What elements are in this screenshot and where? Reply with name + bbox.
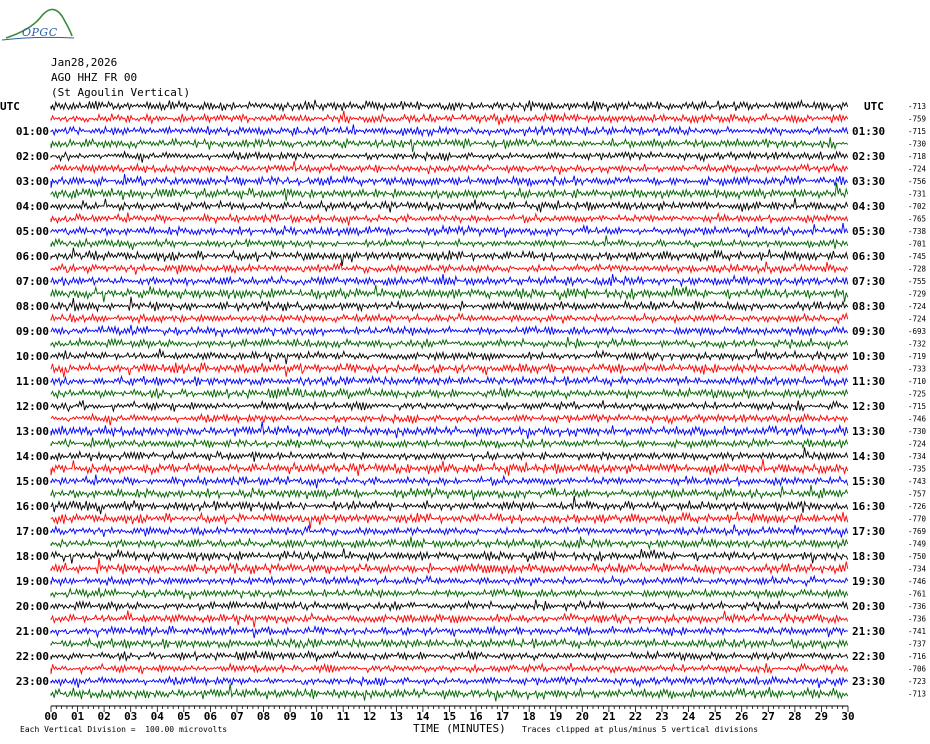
seismic-trace: [51, 248, 848, 266]
hour-label-right: 13:30: [852, 425, 886, 438]
seismic-trace: [51, 325, 848, 337]
hour-label-right: 01:30: [852, 125, 886, 138]
hour-label-left: 12:00: [15, 400, 49, 413]
hour-label-left: 13:00: [15, 425, 49, 438]
seismic-trace: [51, 525, 848, 538]
trace-offset-value: -734: [907, 452, 926, 461]
trace-offset-value: -746: [907, 414, 926, 424]
hour-label-right: 07:30: [852, 275, 886, 288]
x-tick-label: 06: [203, 710, 218, 723]
hour-label-left: 19:00: [15, 575, 49, 588]
trace-offset-value: -718: [907, 152, 926, 161]
trace-offset-value: -765: [907, 214, 926, 224]
station-line: AGO HHZ FR 00: [51, 71, 138, 84]
trace-offset-value: -724: [907, 314, 926, 324]
trace-offset-value: -743: [907, 477, 926, 486]
x-tick-label: 16: [469, 710, 483, 723]
trace-offset-value: -734: [907, 564, 926, 574]
left-axis-title: UTC: [0, 100, 20, 113]
seismic-trace: [51, 422, 848, 439]
seismic-trace: [51, 684, 848, 701]
x-tick-label: 03: [124, 710, 138, 723]
trace-offset-value: -730: [907, 139, 926, 149]
hour-label-right: 15:30: [852, 475, 886, 488]
seismic-trace: [51, 137, 848, 152]
hour-label-left: 20:00: [15, 600, 49, 613]
seismic-trace: [51, 610, 848, 627]
seismic-trace: [51, 638, 848, 648]
hour-label-right: 18:30: [852, 550, 886, 563]
x-tick-label: 28: [788, 710, 802, 723]
seismic-trace: [51, 376, 848, 386]
trace-offset-value: -729: [907, 289, 926, 299]
hour-label-left: 03:00: [15, 175, 49, 188]
hour-label-left: 04:00: [15, 200, 49, 213]
hour-label-left: 15:00: [15, 475, 49, 488]
x-tick-label: 17: [496, 710, 510, 723]
x-tick-label: 20: [575, 710, 589, 723]
seismic-trace: [51, 223, 848, 237]
trace-offset-value: -733: [907, 364, 926, 374]
seismic-trace: [51, 297, 848, 312]
x-tick-label: 26: [735, 710, 749, 723]
x-tick-label: 09: [283, 710, 297, 723]
seismic-trace: [51, 213, 848, 226]
hour-label-right: 17:30: [852, 525, 886, 538]
trace-offset-value: -726: [907, 502, 926, 511]
hour-label-left: 08:00: [15, 300, 49, 313]
hour-label-right: 11:30: [852, 375, 886, 388]
x-tick-label: 19: [549, 710, 563, 723]
x-axis-title: TIME (MINUTES): [413, 722, 506, 735]
trace-offset-value: -706: [907, 664, 926, 674]
hour-label-left: 02:00: [15, 150, 49, 163]
seismic-trace: [51, 363, 848, 378]
seismic-trace: [51, 626, 848, 638]
x-tick-label: 27: [761, 710, 775, 723]
seismic-trace: [51, 512, 848, 529]
trace-offset-value: -769: [907, 527, 926, 536]
seismic-trace: [51, 588, 848, 600]
x-tick-label: 15: [442, 710, 457, 723]
trace-offset-value: -746: [907, 577, 926, 586]
hour-label-right: 12:30: [852, 400, 886, 413]
x-tick-label: 14: [416, 710, 430, 723]
seismic-trace: [51, 537, 848, 549]
footnote-scale: Each Vertical Division = 100.00 microvolts: [20, 725, 228, 734]
hour-label-left: 09:00: [15, 325, 49, 338]
x-tick-label: 02: [97, 710, 111, 723]
trace-offset-value: -749: [907, 539, 926, 549]
seismic-trace: [51, 274, 848, 286]
seismic-trace: [51, 125, 848, 137]
trace-offset-value: -724: [907, 164, 926, 174]
hour-label-left: 01:00: [15, 125, 49, 138]
x-tick-label: 29: [814, 710, 829, 723]
x-tick-label: 30: [841, 710, 855, 723]
hour-label-right: 23:30: [852, 675, 886, 688]
seismic-trace: [51, 650, 848, 660]
seismic-trace: [51, 100, 848, 111]
seismic-trace: [51, 285, 848, 302]
x-tick-label: 00: [44, 710, 58, 723]
seismic-trace: [51, 198, 848, 213]
hour-label-right: 05:30: [852, 225, 886, 238]
trace-offset-value: -730: [907, 427, 926, 436]
seismic-trace: [51, 576, 848, 586]
hour-label-right: 14:30: [852, 450, 886, 463]
x-tick-label: 07: [230, 710, 244, 723]
trace-offset-value: -759: [907, 114, 926, 124]
x-tick-label: 10: [310, 710, 324, 723]
seismic-trace: [51, 459, 848, 476]
trace-offset-value: -756: [907, 177, 926, 186]
hour-label-left: 05:00: [15, 225, 49, 238]
trace-offset-value: -750: [907, 552, 926, 561]
hour-label-left: 23:00: [15, 675, 49, 688]
trace-offset-value: -725: [907, 389, 926, 399]
x-tick-label: 24: [681, 710, 696, 723]
seismic-trace: [51, 447, 848, 461]
trace-offset-value: -702: [907, 202, 926, 211]
x-tick-label: 04: [150, 710, 164, 723]
trace-offset-value: -738: [907, 227, 926, 236]
hour-label-right: 22:30: [852, 650, 886, 663]
x-tick-label: 13: [389, 710, 403, 723]
hour-label-right: 04:30: [852, 200, 886, 213]
hour-label-right: 06:30: [852, 250, 886, 263]
seismic-trace: [51, 152, 848, 163]
seismic-trace: [51, 262, 848, 275]
hour-label-left: 07:00: [15, 275, 49, 288]
trace-offset-value: -724: [907, 302, 926, 311]
seismic-trace: [51, 475, 848, 489]
trace-offset-value: -736: [907, 602, 926, 611]
trace-offset-value: -693: [907, 327, 926, 336]
hour-label-right: 21:30: [852, 625, 886, 638]
trace-offset-value: -723: [907, 677, 926, 686]
logo-text: OPGC: [22, 26, 58, 39]
trace-offset-value: -757: [907, 489, 926, 499]
hour-label-left: 06:00: [15, 250, 49, 263]
trace-offset-value: -732: [907, 339, 926, 349]
x-tick-label: 22: [628, 710, 643, 723]
hour-label-left: 16:00: [15, 500, 49, 513]
hour-label-left: 17:00: [15, 525, 49, 538]
trace-offset-value: -716: [907, 652, 926, 661]
hour-label-right: 02:30: [852, 150, 886, 163]
hour-label-left: 11:00: [15, 375, 49, 388]
seismic-trace: [51, 314, 848, 324]
seismic-trace: [51, 558, 848, 574]
seismic-trace: [51, 111, 848, 126]
x-tick-label: 08: [256, 710, 271, 723]
hour-label-left: 18:00: [15, 550, 49, 563]
trace-offset-value: -736: [907, 614, 926, 624]
trace-offset-value: -701: [907, 239, 926, 249]
trace-offset-value: -745: [907, 252, 926, 261]
trace-offset-value: -719: [907, 352, 926, 361]
hour-label-left: 21:00: [15, 625, 49, 638]
trace-offset-value: -713: [907, 689, 926, 699]
plot-date: Jan28,2026: [51, 56, 118, 69]
hour-label-left: 22:00: [15, 650, 49, 663]
hour-label-right: 20:30: [852, 600, 886, 613]
x-tick-label: 23: [655, 710, 669, 723]
footnote-clip: Traces clipped at plus/minus 5 vertical divisions: [522, 725, 759, 734]
seismic-trace: [51, 496, 848, 514]
hour-label-right: 19:30: [852, 575, 886, 588]
hour-label-right: 09:30: [852, 325, 886, 338]
seismic-trace: [51, 161, 848, 175]
trace-offset-value: -715: [907, 127, 926, 136]
seismic-trace: [51, 677, 848, 689]
trace-offset-value: -710: [907, 377, 926, 386]
trace-offset-value: -715: [907, 402, 926, 411]
seismic-trace: [51, 387, 848, 399]
trace-offset-value: -761: [907, 589, 926, 599]
hour-label-right: 16:30: [852, 500, 886, 513]
hour-label-left: 14:00: [15, 450, 49, 463]
x-tick-label: 18: [522, 710, 536, 723]
station-name: (St Agoulin Vertical): [51, 86, 191, 99]
trace-offset-value: -713: [907, 102, 926, 111]
x-tick-label: 01: [70, 710, 85, 723]
trace-offset-value: -731: [907, 189, 926, 199]
trace-offset-value: -737: [907, 639, 926, 649]
x-tick-label: 25: [708, 710, 722, 723]
seismic-trace: [51, 183, 848, 201]
hour-label-right: 03:30: [852, 175, 886, 188]
x-tick-label: 11: [336, 710, 350, 723]
x-tick-label: 05: [177, 710, 191, 723]
hour-label-left: 10:00: [15, 350, 49, 363]
seismic-trace: [51, 174, 848, 188]
seismic-trace: [51, 437, 848, 448]
hour-label-right: 08:30: [852, 300, 886, 313]
trace-offset-value: -735: [907, 464, 926, 474]
trace-offset-value: -755: [907, 277, 926, 286]
right-axis-title: UTC: [864, 100, 884, 113]
seismic-trace: [51, 400, 848, 411]
trace-offset-value: -770: [907, 514, 926, 524]
trace-offset-value: -724: [907, 439, 926, 449]
seismic-trace: [51, 349, 848, 365]
seismic-trace: [51, 485, 848, 500]
x-tick-label: 21: [602, 710, 616, 723]
x-tick-label: 12: [363, 710, 377, 723]
seismic-trace: [51, 337, 848, 349]
trace-offset-value: -728: [907, 264, 926, 274]
seismic-trace: [51, 663, 848, 674]
seismic-trace: [51, 549, 848, 564]
hour-label-right: 10:30: [852, 350, 886, 363]
seismic-trace: [51, 600, 848, 612]
trace-offset-value: -741: [907, 627, 926, 636]
seismic-trace: [51, 414, 848, 425]
seismic-trace: [51, 236, 848, 250]
